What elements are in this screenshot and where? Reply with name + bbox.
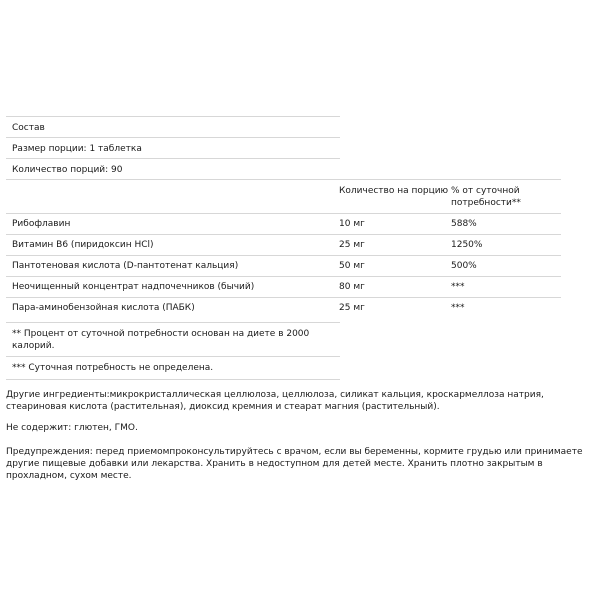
servings-per-container: Количество порций: 90: [12, 165, 123, 175]
ingredient-name: Пара-аминобензойная кислота (ПАБК): [12, 303, 195, 313]
ingredient-amount: 80 мг: [339, 282, 365, 292]
ingredients-table: [6, 179, 600, 318]
footnote-daily-value-basis: [6, 322, 340, 356]
ingredient-amount: 25 мг: [339, 303, 365, 313]
ingredient-name: Рибофлавин: [12, 219, 71, 229]
ingredient-amount: 10 мг: [339, 219, 365, 229]
servings-per-container-row: [6, 158, 340, 179]
table-header-row: [6, 179, 561, 213]
ingredient-amount: 50 мг: [339, 261, 365, 271]
ingredient-name: Витамин В6 (пиридоксин HCl): [12, 240, 154, 250]
header-daily-value: % от суточной потребности**: [451, 186, 521, 208]
ingredient-daily-value: 1250%: [451, 240, 483, 250]
header-amount: Количество на порцию: [339, 186, 449, 196]
ingredient-daily-value: 500%: [451, 261, 477, 271]
serving-size: Размер порции: 1 таблетка: [12, 144, 142, 154]
ingredient-daily-value: ***: [451, 282, 465, 292]
table-row: [6, 276, 561, 297]
panel-title-row: [6, 116, 340, 137]
table-row: [6, 213, 561, 234]
serving-size-row: [6, 137, 340, 158]
ingredient-daily-value: ***: [451, 303, 465, 313]
table-row: [6, 297, 561, 318]
supplement-facts-panel: [6, 116, 340, 179]
warnings: Предупреждения: перед приемомпроконсультируйтесь с врачом, если вы беременны, кормите грудью или принимаете другие пищевые добавки или лекарства. Хранить в недоступном для детей месте. Хранить плотно закрытым в прохладном, сухом месте.: [6, 447, 583, 481]
panel-title: Состав: [12, 123, 45, 133]
footnote-text: *** Суточная потребность не определена.: [12, 363, 214, 373]
ingredient-daily-value: 588%: [451, 219, 477, 229]
footnote-not-established: [6, 356, 340, 380]
footnotes: [6, 322, 340, 380]
ingredient-name: Неочищенный концентрат надпочечников (бычий): [12, 282, 255, 292]
ingredient-name: Пантотеновая кислота (D-пантотенат кальция): [12, 261, 239, 271]
ingredient-amount: 25 мг: [339, 240, 365, 250]
table-row: [6, 255, 561, 276]
footnote-text: ** Процент от суточной потребности основан на диете в 2000 калорий.: [12, 329, 310, 351]
other-ingredients: Другие ингредиенты:микрокристаллическая целлюлоза, целлюлоза, силикат кальция, кроскармеллоза натрия, стеариновая кислота (растительная), диоксид кремния и стеарат магния (растительный).: [6, 390, 544, 412]
free-of-statement: Не содержит: глютен, ГМО.: [6, 423, 138, 433]
table-row: [6, 234, 561, 255]
